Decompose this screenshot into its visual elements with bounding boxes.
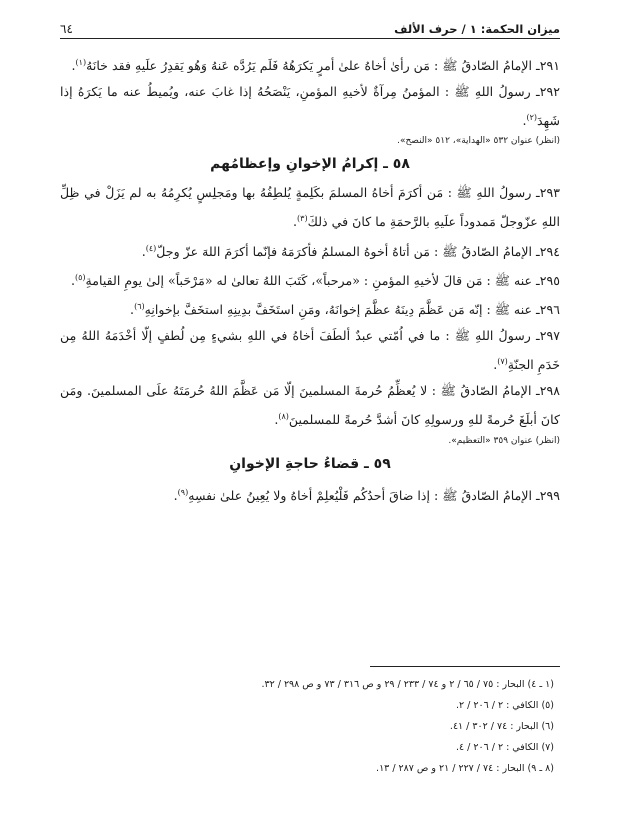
section-heading-59: ٥٩ ـ قضاءُ حاجةِ الإخوانِ (229, 455, 391, 472)
footnote-divider (370, 666, 560, 667)
footnote-marker: (٧) (497, 357, 508, 367)
page-number: ٦٤ (60, 22, 73, 36)
hadith-298: ٢٩٨ـ الإمامُ الصّادقُ ﷺ : لا يُعظِّمُ حُرمةَ المسلمينَ إلّا مَن عَظَّمَ اللهُ حُرمَتَهُ علَى المسلمينَ. ومَن كانَ أبلَغَ حُرمةً للهِ ورسولِهِ كانَ أشدَّ حُرمةً للمسلمينَ$^{(٨)}$. (60, 383, 560, 428)
hadith-295: ٢٩٥ـ عنه ﷺ : مَن قالَ لأخيهِ المؤمنِ : «مرحباً»، كَتَبَ اللهُ تعالىٰ له «مَرْحَباً» إلىٰ يومِ القيامةِ$^{(٥)}$. (70, 272, 560, 288)
footnote-marker: (٣) (297, 214, 308, 224)
footnotes (60, 674, 560, 779)
hadith-296: ٢٩٦ـ عنه ﷺ : إنّه مَن عَظَّمَ دِينَهُ عظَّمَ إخوانَهُ، ومَنِ استَخَفَّ بدِينِهِ استخَفَّ بإخوانِهِ$^{(٦)}$. (130, 301, 560, 318)
footnote: (٥) الكافي : ٢ / ٢٠٦ / ٢. (456, 700, 554, 711)
running-header (60, 10, 560, 39)
cross-reference: (انظر) عنوان ٣٥٩ «التعظيم». (448, 435, 560, 446)
footnote-marker: (١) (75, 58, 87, 67)
footnote-marker: (٩) (177, 487, 189, 497)
footnote: (١ ـ ٤) البحار : ٧٥ / ٦٥ / ٢ و ٧٤ / ٢٣٣ / ٢٩ و ص ٣١٦ / ٧٣ و ص ٢٩٨ / ٣٢. (261, 679, 554, 690)
footnote-marker: (٤) (145, 243, 157, 253)
footnote: (٦) البحار : ٧٤ / ٣٠٢ / ٤١. (449, 721, 554, 732)
cross-reference: (انظر) عنوان ٥٣٢ «الهداية»، ٥١٢ «النصح». (397, 136, 560, 147)
footnote-marker: (٢) (526, 113, 538, 123)
footnote-marker: (٦) (134, 301, 145, 311)
footnote-marker: (٥) (74, 272, 86, 282)
running-title: ميزان الحكمة: ١ / حرف الألف (394, 22, 560, 36)
section-heading-58: ٥٨ ـ إكرامُ الإخوانِ وإعظامُهم (210, 156, 410, 173)
footnote: (٧) الكافي : ٢ / ٢٠٦ / ٤. (456, 742, 554, 753)
footnote: (٨ ـ ٩) البحار : ٧٤ / ٢٢٧ / ٢١ و ص ٢٨٧ / ١٣. (376, 763, 554, 774)
hadith-291: ٢٩١ـ الإمامُ الصّادقُ ﷺ : مَن رأىٰ أخاهُ علىٰ أمرٍ يَكرَهُهُ فَلَم يَرُدَّه عَنهُ وَهُو يَقدِرُ علَيهِ فقد خانَهُ$^{(١)}$. (71, 58, 560, 74)
hadith-297: ٢٩٧ـ رسولُ اللهِ ﷺ : ما في اُمّتي عبدٌ ألطَفَ أخاهُ في اللهِ بشيءٍ مِن لُطفٍ إلّا أخْدَمَهُ اللهُ مِن خَدَمِ الجنّةِ$^{(٧)}$. (60, 328, 560, 373)
hadith-292: ٢٩٢ـ رسولُ اللهِ ﷺ : المؤمنُ مِرآةٌ لأخيهِ المؤمنِ، يَنْصَحُهُ إذا غابَ عنه، ويُميطُ عنه ما يَكرَهُ إذا شَهِدَ$^{(٢)}$. (60, 84, 560, 129)
page (60, 10, 560, 830)
hadith-294: ٢٩٤ـ الإمامُ الصّادقُ ﷺ : مَن أتاهُ أخوهُ المسلمُ فأكرَمَهُ فإنّما أكرَمَ اللهَ عزّ وجلّ$^{(٤)}$. (141, 243, 560, 259)
footnote-marker: (٨) (278, 412, 289, 422)
page-body (60, 50, 560, 509)
hadith-293: ٢٩٣ـ رسولُ اللهِ ﷺ : مَن أكرَمَ أخاهُ المسلمَ بكَلِمةٍ يُلطِفُهُ بها ومَجلِسٍ يُكرِمُهُ به لم يَزَلْ في ظِلِّ اللهِ عزّوجلّ مَمدوداً علَيهِ بالرَّحمَةِ ما كانَ في ذلكَ$^{(٣)}$. (60, 185, 560, 230)
hadith-299: ٢٩٩ـ الإمامُ الصّادقُ ﷺ : إذا ضاقَ أحدُكُم فَلْيُعلِمْ أخاهُ ولا يُعِينُ علىٰ نفسِهِ$^{(٩)}$. (173, 487, 560, 503)
